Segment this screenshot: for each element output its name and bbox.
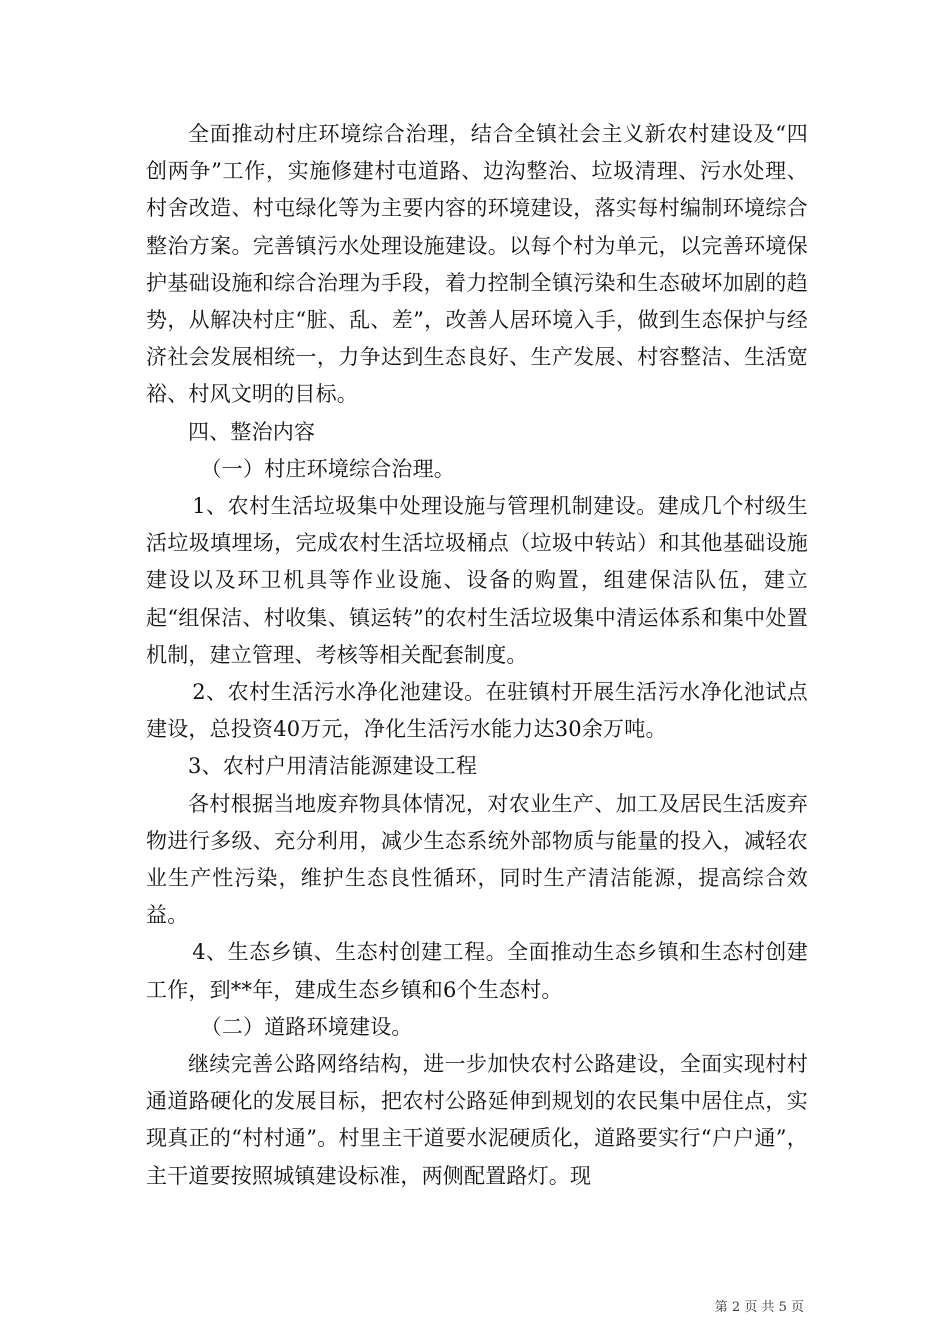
paragraph-garbage-facilities: 1、农村生活垃圾集中处理设施与管理机制建设。建成几个村级生活垃圾填埋场，完成农村生活垃圾桶点（垃圾中转站）和其他基础设施建设以及环卫机具等作业设施、设备的购置，组建保洁队伍，建立起“组保洁、村收集、镇运转”的农村生活垃圾集中清运体系和集中处置机制，建立管理、考核等相关配套制度。 (146, 494, 808, 667)
document-body (146, 116, 808, 1195)
section-heading-remediation-content: 四、整治内容 (188, 419, 316, 444)
paragraph-eco-township: 4、生态乡镇、生态村创建工程。全面推动生态乡镇和生态村创建工作，到**年，建成生态乡镇和6个生态村。 (146, 940, 808, 1002)
paragraph-road-network: 继续完善公路网络结构，进一步加快农村公路建设，全面实现村村通道路硬化的发展目标，把农村公路延伸到规划的农民集中居住点，实现真正的“村村通”。村里主干道要水泥硬质化，道路要实行“户户通”，主干道要按照城镇建设标准，两侧配置路灯。现 (146, 1052, 808, 1188)
paragraph-environment-governance: 全面推动村庄环境综合治理，结合全镇社会主义新农村建设及“四创两争”工作，实施修建村屯道路、边沟整治、垃圾清理、污水处理、村舍改造、村屯绿化等为主要内容的环境建设，落实每村编制环境综合整治方案。完善镇污水处理设施建设。以每个村为单元，以完善环境保护基础设施和综合治理为手段，着力控制全镇污染和生态破坏加剧的趋势，从解决村庄“脏、乱、差”，改善人居环境入手，做到生态保护与经济社会发展相统一，力争达到生态良好、生产发展、村容整洁、生活宽裕、村风文明的目标。 (146, 122, 808, 407)
subsection-heading-village: （一）村庄环境综合治理。 (200, 456, 455, 481)
subsection-heading-road: （二）道路环境建设。 (200, 1014, 413, 1039)
paragraph-sewage-purification: 2、农村生活污水净化池建设。在驻镇村开展生活污水净化池试点建设，总投资40万元，净化生活污水能力达30余万吨。 (146, 680, 808, 742)
page-number-footer: 第 2 页 共 5 页 (714, 1300, 804, 1315)
paragraph-clean-energy-heading: 3、农村户用清洁能源建设工程 (188, 754, 478, 779)
paragraph-waste-utilization: 各村根据当地废弃物具体情况，对农业生产、加工及居民生活废弃物进行多级、充分利用，减少生态系统外部物质与能量的投入，减轻农业生产性污染，维护生态良性循环，同时生产清洁能源，提高综合效益。 (146, 791, 808, 928)
